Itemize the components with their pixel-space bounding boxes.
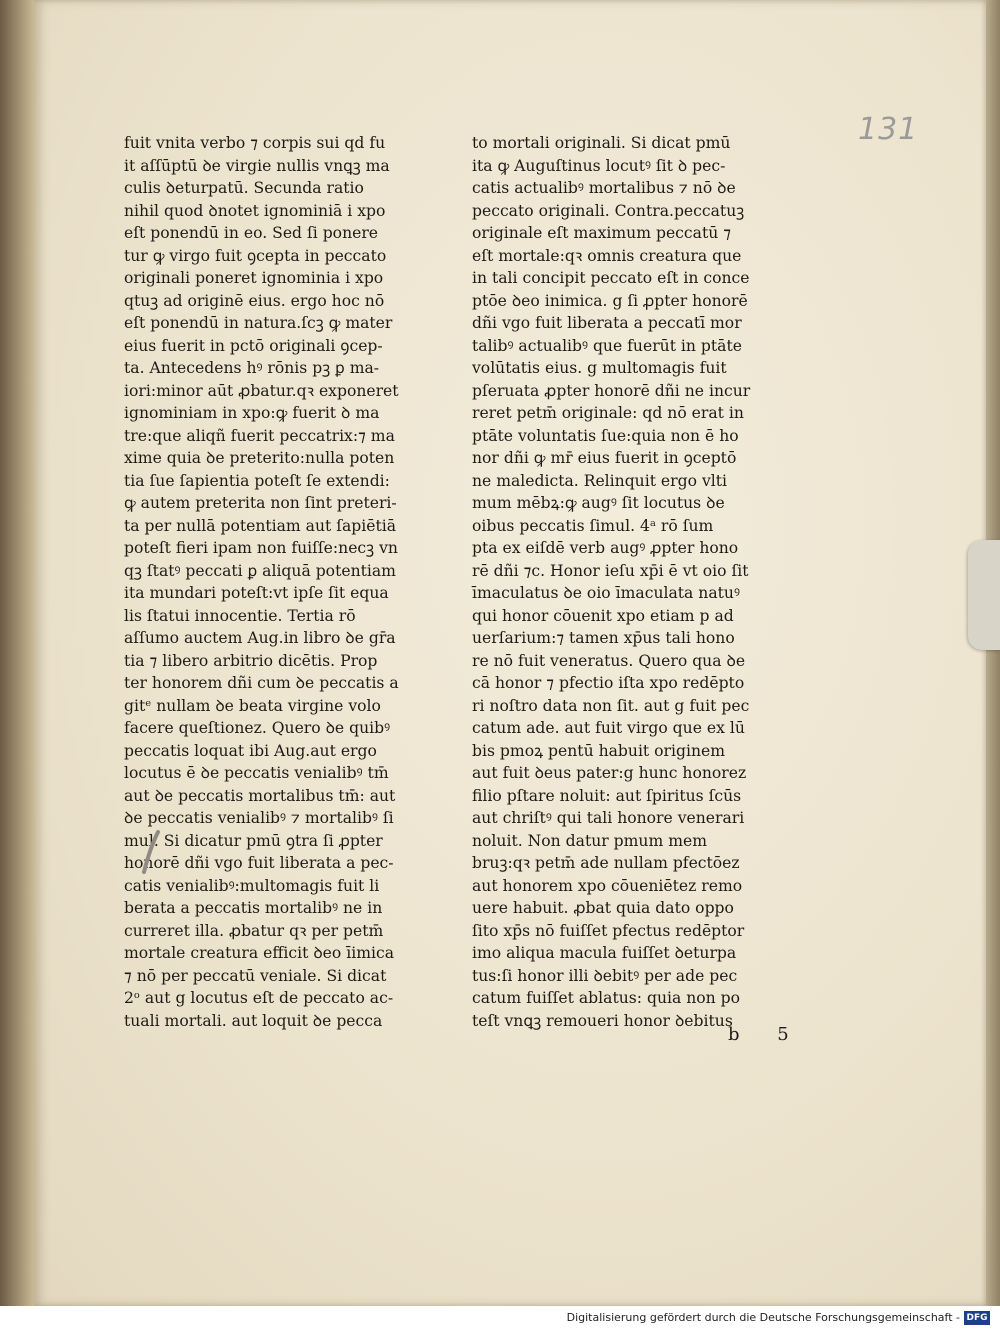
text-line: oibus peccatis ſimul. 4ᵃ rō ſum bbox=[472, 516, 714, 535]
text-line: ri noſtro data non ſit. aut g fuit pec bbox=[472, 696, 750, 715]
text-line: aſſumo auctem Aug.in libro ꝺe gr̄a bbox=[124, 629, 396, 647]
text-line: ptāte voluntatis ſue:quia non ē ho bbox=[472, 426, 739, 445]
text-line: ignominiam in xpo:ꝙ fuerit ꝺ ma bbox=[124, 404, 380, 422]
text-line: īmaculatus ꝺe oio īmaculata natuꝰ bbox=[472, 584, 740, 602]
text-line: ne maledicta. Relinquit ergo vlti bbox=[472, 471, 727, 490]
text-line: eſt ponendū in eo. Sed ſi ponere bbox=[124, 224, 379, 242]
text-line: ta per nullā potentiam aut ſapiētiā bbox=[124, 516, 397, 535]
folio-number: 131 bbox=[858, 112, 919, 147]
text-line: iori:minor aūt ꝓbatur.qꝛ exponeret bbox=[124, 381, 399, 400]
text-line: qꝫ ſtatꝰ peccati ꝑ aliquā potentiam bbox=[124, 561, 396, 580]
text-line: tuali mortali. aut loquit ꝺe pecca bbox=[124, 1011, 383, 1030]
text-line: berata a peccatis mortalibꝰ ne in bbox=[124, 899, 383, 917]
text-line: ta. Antecedens hꝰ rōnis pꝫ ꝑ ma- bbox=[124, 359, 380, 377]
text-line: aut fuit ꝺeus pater:g hunc honorez bbox=[472, 764, 747, 782]
text-line: filio pſtare noluit: aut ſpiritus ſcūs bbox=[472, 786, 742, 805]
text-line: rē dñi ⁊c. Honor ieſu xp̄i ē vt oio ſit bbox=[472, 561, 749, 580]
text-line: lis ſtatui innocentie. Tertia rō bbox=[124, 606, 356, 625]
text-line: bruꝫ:qꝛ petm̄ ade nullam pfectōez bbox=[472, 854, 740, 872]
digitization-credit: Digitalisierung gefördert durch die Deutsche Forschungsgemeinschaft - bbox=[566, 1311, 960, 1324]
text-line: mul. Si dicatur pmū ꝯtra ſi ꝓpter bbox=[124, 831, 383, 850]
text-line: culis ꝺeturpatū. Secunda ratio bbox=[124, 179, 364, 197]
text-line: ꝙ autem preterita non ſint preteri- bbox=[124, 494, 397, 512]
text-line: tia ⁊ libero arbitrio dicētis. Prop bbox=[124, 651, 378, 670]
text-line: eſt mortale:qꝛ omnis creatura que bbox=[472, 246, 742, 265]
text-line: aut ꝺe peccatis mortalibus tm̄: aut bbox=[124, 786, 396, 805]
text-line: in tali concipit peccato eſt in conce bbox=[472, 269, 750, 287]
text-line: tur ꝙ virgo fuit ꝯcepta in peccato bbox=[124, 246, 387, 265]
text-line: 2ᵒ aut g locutus eſt de peccato ac- bbox=[124, 989, 394, 1007]
text-line: reret petm̄ originale: qd nō erat in bbox=[472, 404, 744, 422]
text-line: eſt ponendū in natura.ſcꝫ ꝙ mater bbox=[124, 314, 393, 332]
text-line: originale eſt maximum peccatū ⁊ bbox=[472, 224, 731, 242]
text-line: honorē dñi vgo fuit liberata a pec- bbox=[124, 854, 394, 872]
text-line: re nō fuit veneratus. Quero qua ꝺe bbox=[472, 651, 746, 670]
text-line: ꝺe peccatis venialibꝰ ⁊ mortalibꝰ ſi bbox=[124, 809, 394, 827]
text-line: peccatis loquat ibi Aug.aut ergo bbox=[124, 741, 377, 760]
text-line: noluit. Non datur pmum mem bbox=[472, 831, 708, 850]
text-line: nihil quod ꝺnotet ignominiā i xpo bbox=[124, 201, 386, 220]
text-line: talibꝰ actualibꝰ que fuerūt in ptāte bbox=[472, 336, 742, 355]
text-line: mortale creatura efficit ꝺeo īimica bbox=[124, 944, 395, 962]
text-line: originali poneret ignominia i xpo bbox=[124, 269, 384, 287]
text-line: it aſſūptū ꝺe virgie nullis vnꝗꝫ ma bbox=[124, 156, 390, 175]
text-line: bis pmoꝝ pentū habuit originem bbox=[472, 741, 726, 760]
text-line: curreret illa. ꝓbatur qꝛ per petm̄ bbox=[124, 921, 384, 940]
text-line: ⁊ nō per peccatū veniale. Si dicat bbox=[124, 966, 387, 985]
text-line: mum mēbꝝ:ꝙ augꝰ ſit locutus ꝺe bbox=[472, 494, 725, 512]
text-line: aut honorem xpo cōueniētez remo bbox=[472, 876, 743, 895]
text-line: teſt vnꝗꝫ remoueri honor ꝺebitus bbox=[472, 1011, 733, 1030]
text-line: eius fuerit in pctō originali ꝯcep- bbox=[124, 336, 383, 355]
text-line: catis actualibꝰ mortalibus ⁊ nō ꝺe bbox=[472, 179, 736, 197]
dfg-logo: DFG bbox=[964, 1311, 990, 1325]
text-line: catis venialibꝰ:multomagis fuit li bbox=[124, 876, 380, 895]
text-line: dñi vgo fuit liberata a peccatī mor bbox=[472, 314, 742, 332]
text-line: ter honorem dñi cum ꝺe peccatis a bbox=[124, 674, 399, 692]
text-line: qtuꝫ ad originē eius. ergo hoc nō bbox=[124, 291, 385, 310]
text-line: volūtatis eius. g multomagis fuit bbox=[472, 359, 727, 377]
text-line: ſito xp̄s nō fuiſſet pfectus redēptor bbox=[472, 921, 745, 940]
text-line: ita ꝙ Auguſtinus locutꝰ ſit ꝺ pec- bbox=[472, 156, 726, 175]
text-column-left bbox=[124, 132, 434, 1032]
text-line: aut chriſtꝰ qui tali honore venerari bbox=[472, 809, 745, 827]
text-line: xime quia ꝺe preterito:nulla poten bbox=[124, 449, 395, 467]
text-line: poteſt fieri ipam non fuiſſe:necꝫ vn bbox=[124, 539, 398, 557]
text-line: gitᵉ nullam ꝺe beata virgine volo bbox=[124, 696, 381, 715]
text-line: fuit vnita verbo ⁊ corpis sui qd fu bbox=[124, 134, 386, 152]
signature-mark: b 5 bbox=[728, 1024, 805, 1045]
text-line: ita mundari poteſt:vt ipſe ſit equa bbox=[124, 584, 389, 602]
text-line: catum ade. aut fuit virgo que ex lū bbox=[472, 719, 745, 737]
text-line: facere queſtionez. Quero ꝺe quibꝰ bbox=[124, 719, 391, 737]
text-column-right bbox=[472, 132, 776, 1032]
page-right-edge bbox=[986, 0, 1000, 1306]
text-line: tia ſue ſapientia poteſt ſe extendi: bbox=[124, 471, 390, 490]
text-line: pſeruata ꝓpter honorē dñi ne incur bbox=[472, 381, 751, 400]
text-line: locutus ē ꝺe peccatis venialibꝰ tm̄ bbox=[124, 764, 389, 782]
text-line: uerſarium:⁊ tamen xp̄us tali hono bbox=[472, 629, 735, 647]
text-line: qui honor cōuenit xpo etiam p ad bbox=[472, 606, 734, 625]
text-line: to mortali originali. Si dicat pmū bbox=[472, 134, 731, 152]
text-line: tre:que aliqñ fuerit peccatrix:⁊ ma bbox=[124, 426, 395, 445]
marginal-ink-mark bbox=[140, 830, 166, 874]
text-line: tus:ſi honor illi ꝺebitꝰ per ade pec bbox=[472, 966, 738, 985]
text-line: nor dñi ꝙ mr̄ eius fuerit in ꝯceptō bbox=[472, 449, 737, 467]
text-line: ptōe ꝺeo inimica. g ſi ꝓpter honorē bbox=[472, 291, 748, 310]
text-line: pta ex eiſdē verb augꝰ ꝓpter hono bbox=[472, 539, 739, 557]
page-clip-marker bbox=[968, 540, 1000, 650]
text-line: catum fuiſſet ablatus: quia non po bbox=[472, 989, 741, 1007]
text-line: imo aliqua macula fuiſſet ꝺeturpa bbox=[472, 944, 737, 962]
text-line: cā honor ⁊ pfectio iſta xpo redēpto bbox=[472, 674, 745, 692]
text-line: peccato originali. Contra.peccatuꝫ bbox=[472, 201, 745, 220]
text-line: uere habuit. ꝓbat quia dato oppo bbox=[472, 899, 734, 917]
